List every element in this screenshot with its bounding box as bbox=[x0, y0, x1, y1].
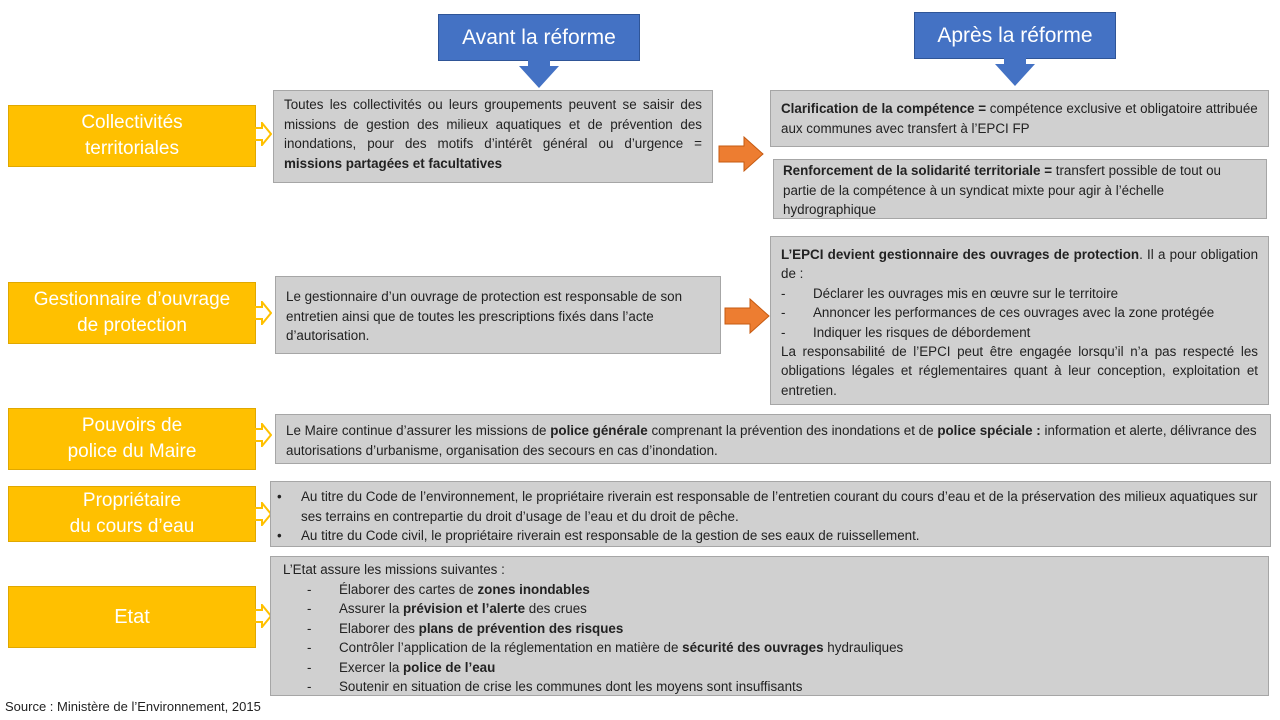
etat-box bbox=[270, 556, 1269, 696]
list-item-text bbox=[339, 580, 590, 600]
gestionnaire-before-text: Le gestionnaire d’un ouvrage de protection est responsable de son entretien ainsi que de toutes les prescriptions fixés dans l’acte d’autorisation. bbox=[286, 289, 683, 343]
header-before-arrow-icon bbox=[519, 66, 559, 88]
dash-marker: - bbox=[307, 679, 312, 694]
list-item bbox=[307, 677, 1258, 697]
actor-maire bbox=[8, 408, 256, 470]
collectivites-before-text: Toutes les collectivités ou leurs groupements peuvent se saisir des missions de gestion des milieux aquatiques et de prévention des inondations, pour des motifs d’intérêt général ou d’urgence = bbox=[284, 97, 702, 151]
list-item-bold: sécurité des ouvrages bbox=[682, 640, 824, 655]
list-item-pre: Assurer la bbox=[339, 601, 403, 616]
dash-marker: - bbox=[307, 659, 312, 675]
proprietaire-box bbox=[270, 481, 1271, 547]
bullet-marker: • bbox=[277, 528, 282, 543]
list-item bbox=[307, 619, 1258, 639]
etat-list bbox=[283, 580, 1258, 697]
etat-intro: L’Etat assure les missions suivantes : bbox=[283, 562, 505, 577]
source-note: Source : Ministère de l’Environnement, 2015 bbox=[5, 699, 261, 714]
list-item-pre: Exercer la bbox=[339, 659, 403, 675]
list-item-bold: zones inondables bbox=[477, 581, 590, 597]
gestionnaire-after-bold: L’EPCI devient gestionnaire des ouvrages de protection bbox=[781, 247, 1140, 262]
list-item-text bbox=[339, 638, 903, 658]
list-item-pre: Élaborer des cartes de bbox=[339, 581, 478, 597]
actor-etat-label: Etat bbox=[114, 606, 150, 628]
list-item-text bbox=[339, 677, 802, 697]
header-after bbox=[914, 12, 1116, 59]
header-after-label: Après la réforme bbox=[937, 23, 1093, 47]
collectivites-after1-bold: Clarification de la compétence = bbox=[781, 101, 987, 116]
actor-collectivites bbox=[8, 105, 256, 167]
collectivites-after2-bold: Renforcement de la solidarité territoriale = bbox=[783, 163, 1053, 178]
bullet-marker: • bbox=[277, 489, 282, 504]
maire-bold-1: police générale bbox=[550, 423, 648, 438]
yellow-arrow-icon bbox=[254, 423, 272, 447]
header-before-label: Avant la réforme bbox=[462, 25, 616, 49]
list-item-text bbox=[339, 658, 495, 678]
collectivites-after1-box bbox=[770, 90, 1269, 147]
yellow-arrow-icon bbox=[254, 122, 272, 146]
maire-text-1: Le Maire continue d’assurer les missions de bbox=[286, 423, 551, 438]
orange-arrow-icon bbox=[718, 136, 764, 172]
dash-marker: - bbox=[307, 640, 312, 655]
list-item bbox=[781, 323, 1258, 342]
gestionnaire-after-text: . Il a pour obligation de : bbox=[781, 247, 1259, 282]
list-item bbox=[781, 284, 1258, 303]
gestionnaire-after-intro bbox=[781, 245, 1258, 284]
dash-marker: - bbox=[307, 620, 312, 636]
list-item-post: hydrauliques bbox=[823, 640, 904, 655]
list-item-text: Déclarer les ouvrages mis en œuvre sur le territoire bbox=[813, 285, 1119, 301]
dash-marker: - bbox=[307, 601, 312, 616]
list-item-text bbox=[339, 619, 623, 639]
collectivites-before-bold: missions partagées et facultatives bbox=[284, 155, 503, 171]
gestionnaire-before-box bbox=[275, 276, 721, 354]
collectivites-before-box bbox=[273, 90, 713, 183]
maire-text-3: information et alerte, délivrance des autorisations d’urbanisme, organisation des secours en cas d’inondation. bbox=[286, 423, 1257, 458]
list-item-post: des crues bbox=[525, 601, 587, 616]
gestionnaire-after-box bbox=[770, 236, 1269, 405]
list-item bbox=[307, 638, 1258, 658]
orange-arrow-icon bbox=[724, 298, 770, 334]
actor-etat bbox=[8, 586, 256, 648]
list-item-bold: plans de prévention des risques bbox=[418, 620, 624, 636]
list-item-pre: Elaborer des bbox=[339, 620, 419, 636]
list-item bbox=[307, 580, 1258, 600]
maire-text-2: comprenant la prévention des inondations et de bbox=[647, 423, 938, 438]
yellow-arrow-icon bbox=[254, 301, 272, 325]
list-item-text bbox=[339, 599, 587, 619]
actor-collectivites-label: Collectivités territoriales bbox=[81, 112, 183, 159]
list-item-pre: Contrôler l’application de la réglementation en matière de bbox=[339, 640, 683, 655]
list-item-pre: Soutenir en situation de crise les communes dont les moyens sont insuffisants bbox=[339, 679, 803, 694]
list-item-text: Indiquer les risques de débordement bbox=[813, 324, 1031, 340]
actor-proprietaire bbox=[8, 486, 256, 542]
list-item-bold: police de l’eau bbox=[403, 659, 496, 675]
header-before bbox=[438, 14, 640, 61]
gestionnaire-after-footer: La responsabilité de l’EPCI peut être engagée lorsqu’il n’a pas respecté les obligations légales et réglementaires quant à leur conception, exploitation et entretien. bbox=[781, 344, 1258, 398]
list-item bbox=[781, 303, 1258, 322]
dash-marker: - bbox=[781, 324, 786, 340]
actor-gestionnaire-label: Gestionnaire d’ouvrage de protection bbox=[33, 289, 231, 336]
list-item bbox=[307, 599, 1258, 619]
collectivites-after1-text: compétence exclusive et obligatoire attribuée aux communes avec transfert à l’EPCI FP bbox=[781, 101, 1258, 136]
list-item-text: Au titre du Code de l’environnement, le propriétaire riverain est responsable de l’entretien courant du cours d’eau et de la préservation des milieux aquatiques sur ses terrains en contrepartie du droit d’usage de l’eau et du droit de pêche. bbox=[301, 489, 1258, 524]
maire-bold-2: police spéciale : bbox=[937, 423, 1041, 438]
dash-marker: - bbox=[781, 305, 786, 321]
actor-proprietaire-label: Propriétaire du cours d’eau bbox=[69, 490, 195, 537]
list-item-bold: prévision et l’alerte bbox=[403, 601, 526, 616]
list-item bbox=[271, 487, 1258, 526]
actor-gestionnaire bbox=[8, 282, 256, 344]
list-item-text: Annoncer les performances de ces ouvrages avec la zone protégée bbox=[813, 305, 1215, 321]
actor-maire-label: Pouvoirs de police du Maire bbox=[67, 415, 197, 462]
list-item-text: Au titre du Code civil, le propriétaire riverain est responsable de la gestion de ses eaux de ruissellement. bbox=[301, 528, 920, 543]
collectivites-after2-box bbox=[773, 159, 1267, 219]
dash-marker: - bbox=[307, 581, 312, 597]
list-item bbox=[307, 658, 1258, 678]
maire-box bbox=[275, 414, 1271, 464]
dash-marker: - bbox=[781, 285, 786, 301]
list-item bbox=[271, 526, 1258, 546]
collectivites-after2-text: transfert possible de tout ou partie de la compétence à un syndicat mixte pour agir à l’échelle hydrographique bbox=[783, 163, 1222, 217]
header-after-arrow-icon bbox=[995, 64, 1035, 86]
